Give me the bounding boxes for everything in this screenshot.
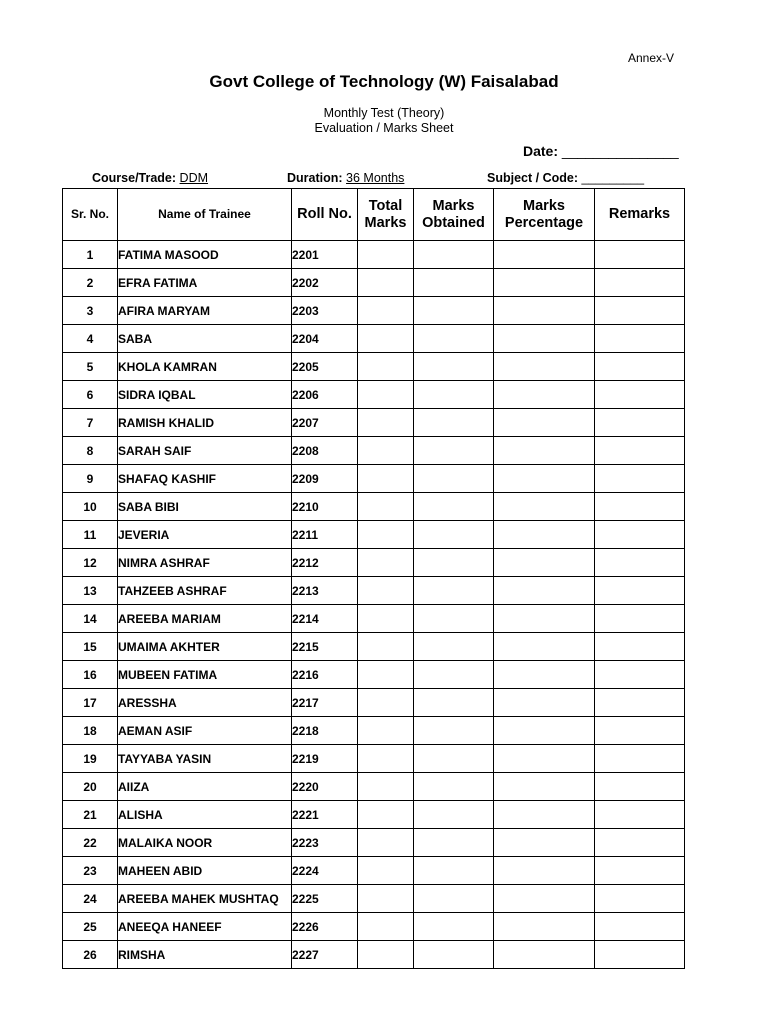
- row-total-marks-cell[interactable]: [358, 605, 414, 633]
- row-remarks-cell[interactable]: [595, 297, 685, 325]
- row-remarks-cell[interactable]: [595, 745, 685, 773]
- row-roll-no: 2213: [292, 577, 358, 605]
- row-trainee-name: MALAIKA NOOR: [118, 829, 292, 857]
- table-row: [63, 381, 685, 409]
- row-marks-percentage-cell[interactable]: [494, 577, 595, 605]
- test-type: Monthly Test (Theory): [323, 106, 445, 120]
- row-sr-no: 5: [63, 353, 118, 381]
- col-marks-percentage: [494, 189, 595, 241]
- row-sr-no: 20: [63, 773, 118, 801]
- row-total-marks-cell[interactable]: [358, 549, 414, 577]
- row-total-marks-cell[interactable]: [358, 493, 414, 521]
- row-marks-obtained-cell[interactable]: [414, 605, 494, 633]
- row-marks-obtained-cell[interactable]: [414, 297, 494, 325]
- row-trainee-name: MUBEEN FATIMA: [118, 661, 292, 689]
- row-marks-percentage-cell[interactable]: [494, 269, 595, 297]
- row-marks-percentage-cell[interactable]: [494, 325, 595, 353]
- row-roll-no: 2204: [292, 325, 358, 353]
- row-marks-obtained-cell[interactable]: [414, 773, 494, 801]
- row-total-marks-cell[interactable]: [358, 745, 414, 773]
- row-marks-percentage-cell[interactable]: [494, 605, 595, 633]
- row-marks-obtained-cell[interactable]: [414, 941, 494, 969]
- row-roll-no: 2205: [292, 353, 358, 381]
- row-marks-percentage-cell[interactable]: [494, 493, 595, 521]
- row-roll-no: 2218: [292, 717, 358, 745]
- row-sr-no: 21: [63, 801, 118, 829]
- col-marks-obtained-l2: Obtained: [422, 214, 485, 231]
- col-name: Name of Trainee: [118, 189, 292, 241]
- row-remarks-cell[interactable]: [595, 717, 685, 745]
- row-roll-no: 2215: [292, 633, 358, 661]
- row-trainee-name: JEVERIA: [118, 521, 292, 549]
- row-sr-no: 18: [63, 717, 118, 745]
- row-sr-no: 2: [63, 269, 118, 297]
- row-trainee-name: AFIRA MARYAM: [118, 297, 292, 325]
- row-sr-no: 10: [63, 493, 118, 521]
- col-sr-no: Sr. No.: [63, 189, 118, 241]
- date-blank: _______________: [561, 143, 679, 159]
- row-roll-no: 2202: [292, 269, 358, 297]
- col-marks-obtained-l1: Marks: [432, 197, 475, 214]
- row-trainee-name: AIIZA: [118, 773, 292, 801]
- col-marks-percentage-l1: Marks: [523, 197, 565, 214]
- row-marks-obtained-cell[interactable]: [414, 689, 494, 717]
- row-marks-obtained-cell[interactable]: [414, 857, 494, 885]
- col-total-marks-l2: Marks: [364, 214, 407, 231]
- table-row: [63, 493, 685, 521]
- table-row: [63, 577, 685, 605]
- row-remarks-cell[interactable]: [595, 409, 685, 437]
- col-remarks: Remarks: [595, 189, 685, 241]
- duration-field: [287, 171, 404, 185]
- row-sr-no: 8: [63, 437, 118, 465]
- row-marks-obtained-cell[interactable]: [414, 885, 494, 913]
- row-roll-no: 2216: [292, 661, 358, 689]
- row-total-marks-cell[interactable]: [358, 913, 414, 941]
- row-trainee-name: EFRA FATIMA: [118, 269, 292, 297]
- table-row: [63, 633, 685, 661]
- row-sr-no: 1: [63, 241, 118, 269]
- table-row: [63, 353, 685, 381]
- row-marks-percentage-cell[interactable]: [494, 353, 595, 381]
- row-roll-no: 2220: [292, 773, 358, 801]
- row-total-marks-cell[interactable]: [358, 661, 414, 689]
- row-marks-percentage-cell[interactable]: [494, 381, 595, 409]
- row-trainee-name: RAMISH KHALID: [118, 409, 292, 437]
- row-trainee-name: SHAFAQ KASHIF: [118, 465, 292, 493]
- subject-value: _________: [581, 171, 645, 185]
- row-marks-obtained-cell[interactable]: [414, 801, 494, 829]
- row-roll-no: 2212: [292, 549, 358, 577]
- page-title: Govt College of Technology (W) Faisalabad: [209, 72, 559, 91]
- table-row: [63, 829, 685, 857]
- row-remarks-cell[interactable]: [595, 493, 685, 521]
- row-total-marks-cell[interactable]: [358, 437, 414, 465]
- row-sr-no: 3: [63, 297, 118, 325]
- row-marks-percentage-cell[interactable]: [494, 521, 595, 549]
- row-marks-percentage-cell[interactable]: [494, 633, 595, 661]
- row-trainee-name: SIDRA IQBAL: [118, 381, 292, 409]
- table-row: [63, 521, 685, 549]
- row-total-marks-cell[interactable]: [358, 521, 414, 549]
- table-row: [63, 325, 685, 353]
- row-sr-no: 14: [63, 605, 118, 633]
- table-row: [63, 549, 685, 577]
- row-sr-no: 11: [63, 521, 118, 549]
- row-marks-percentage-cell[interactable]: [494, 717, 595, 745]
- row-roll-no: 2223: [292, 829, 358, 857]
- table-row: [63, 885, 685, 913]
- row-marks-percentage-cell[interactable]: [494, 465, 595, 493]
- row-marks-percentage-cell[interactable]: [494, 773, 595, 801]
- row-marks-obtained-cell[interactable]: [414, 633, 494, 661]
- row-sr-no: 7: [63, 409, 118, 437]
- row-roll-no: 2211: [292, 521, 358, 549]
- row-marks-percentage-cell[interactable]: [494, 941, 595, 969]
- row-sr-no: 12: [63, 549, 118, 577]
- date-field: [523, 143, 679, 159]
- row-total-marks-cell[interactable]: [358, 773, 414, 801]
- row-sr-no: 22: [63, 829, 118, 857]
- table-row: [63, 689, 685, 717]
- row-trainee-name: ARESSHA: [118, 689, 292, 717]
- row-remarks-cell[interactable]: [595, 829, 685, 857]
- row-total-marks-cell[interactable]: [358, 297, 414, 325]
- row-remarks-cell[interactable]: [595, 885, 685, 913]
- row-remarks-cell[interactable]: [595, 465, 685, 493]
- table-row: [63, 941, 685, 969]
- row-marks-percentage-cell[interactable]: [494, 297, 595, 325]
- row-total-marks-cell[interactable]: [358, 717, 414, 745]
- row-remarks-cell[interactable]: [595, 801, 685, 829]
- row-roll-no: 2214: [292, 605, 358, 633]
- table-row: [63, 297, 685, 325]
- row-sr-no: 19: [63, 745, 118, 773]
- col-total-marks: [358, 189, 414, 241]
- row-marks-percentage-cell[interactable]: [494, 549, 595, 577]
- row-roll-no: 2227: [292, 941, 358, 969]
- row-sr-no: 4: [63, 325, 118, 353]
- row-remarks-cell[interactable]: [595, 913, 685, 941]
- table-row: [63, 409, 685, 437]
- row-total-marks-cell[interactable]: [358, 885, 414, 913]
- row-sr-no: 6: [63, 381, 118, 409]
- row-remarks-cell[interactable]: [595, 577, 685, 605]
- row-marks-obtained-cell[interactable]: [414, 521, 494, 549]
- row-total-marks-cell[interactable]: [358, 633, 414, 661]
- row-trainee-name: NIMRA ASHRAF: [118, 549, 292, 577]
- row-marks-percentage-cell[interactable]: [494, 857, 595, 885]
- col-roll-no: Roll No.: [292, 189, 358, 241]
- table-row: [63, 913, 685, 941]
- row-remarks-cell[interactable]: [595, 605, 685, 633]
- row-marks-obtained-cell[interactable]: [414, 241, 494, 269]
- row-remarks-cell[interactable]: [595, 773, 685, 801]
- row-total-marks-cell[interactable]: [358, 857, 414, 885]
- course-value: DDM: [179, 171, 209, 185]
- row-total-marks-cell[interactable]: [358, 269, 414, 297]
- row-marks-percentage-cell[interactable]: [494, 689, 595, 717]
- course-field: [92, 171, 208, 185]
- row-sr-no: 24: [63, 885, 118, 913]
- row-remarks-cell[interactable]: [595, 437, 685, 465]
- row-total-marks-cell[interactable]: [358, 941, 414, 969]
- row-roll-no: 2217: [292, 689, 358, 717]
- row-roll-no: 2203: [292, 297, 358, 325]
- row-marks-obtained-cell[interactable]: [414, 829, 494, 857]
- row-total-marks-cell[interactable]: [358, 381, 414, 409]
- marks-table: [62, 188, 685, 969]
- duration-label: Duration:: [287, 171, 343, 185]
- table-row: [63, 269, 685, 297]
- row-trainee-name: AEMAN ASIF: [118, 717, 292, 745]
- row-trainee-name: SABA: [118, 325, 292, 353]
- row-marks-obtained-cell[interactable]: [414, 409, 494, 437]
- row-remarks-cell[interactable]: [595, 549, 685, 577]
- col-total-marks-l1: Total: [368, 197, 403, 214]
- row-total-marks-cell[interactable]: [358, 353, 414, 381]
- date-label: Date:: [523, 143, 559, 159]
- row-trainee-name: SARAH SAIF: [118, 437, 292, 465]
- row-sr-no: 25: [63, 913, 118, 941]
- table-row: [63, 717, 685, 745]
- row-remarks-cell[interactable]: [595, 941, 685, 969]
- row-roll-no: 2225: [292, 885, 358, 913]
- sheet-type: Evaluation / Marks Sheet: [314, 121, 454, 135]
- row-marks-obtained-cell[interactable]: [414, 353, 494, 381]
- row-sr-no: 23: [63, 857, 118, 885]
- row-roll-no: 2219: [292, 745, 358, 773]
- header-row: [63, 189, 685, 241]
- course-label: Course/Trade:: [92, 171, 177, 185]
- row-remarks-cell[interactable]: [595, 633, 685, 661]
- row-sr-no: 15: [63, 633, 118, 661]
- row-marks-obtained-cell[interactable]: [414, 437, 494, 465]
- row-roll-no: 2208: [292, 437, 358, 465]
- row-marks-obtained-cell[interactable]: [414, 269, 494, 297]
- row-marks-percentage-cell[interactable]: [494, 885, 595, 913]
- table-row: [63, 661, 685, 689]
- row-marks-obtained-cell[interactable]: [414, 465, 494, 493]
- row-remarks-cell[interactable]: [595, 661, 685, 689]
- row-marks-obtained-cell[interactable]: [414, 381, 494, 409]
- row-marks-obtained-cell[interactable]: [414, 717, 494, 745]
- row-trainee-name: TAHZEEB ASHRAF: [118, 577, 292, 605]
- row-marks-obtained-cell[interactable]: [414, 745, 494, 773]
- col-marks-obtained: [414, 189, 494, 241]
- row-trainee-name: ANEEQA HANEEF: [118, 913, 292, 941]
- row-remarks-cell[interactable]: [595, 269, 685, 297]
- row-marks-obtained-cell[interactable]: [414, 549, 494, 577]
- table-row: [63, 801, 685, 829]
- row-total-marks-cell[interactable]: [358, 409, 414, 437]
- row-total-marks-cell[interactable]: [358, 577, 414, 605]
- row-remarks-cell[interactable]: [595, 353, 685, 381]
- row-trainee-name: RIMSHA: [118, 941, 292, 969]
- row-roll-no: 2201: [292, 241, 358, 269]
- subject-field: [487, 171, 644, 185]
- row-sr-no: 13: [63, 577, 118, 605]
- row-marks-obtained-cell[interactable]: [414, 577, 494, 605]
- row-total-marks-cell[interactable]: [358, 689, 414, 717]
- row-trainee-name: FATIMA MASOOD: [118, 241, 292, 269]
- row-remarks-cell[interactable]: [595, 521, 685, 549]
- table-row: [63, 745, 685, 773]
- row-marks-percentage-cell[interactable]: [494, 801, 595, 829]
- row-remarks-cell[interactable]: [595, 381, 685, 409]
- row-marks-obtained-cell[interactable]: [414, 913, 494, 941]
- row-trainee-name: KHOLA KAMRAN: [118, 353, 292, 381]
- row-remarks-cell[interactable]: [595, 325, 685, 353]
- row-total-marks-cell[interactable]: [358, 465, 414, 493]
- row-roll-no: 2226: [292, 913, 358, 941]
- row-marks-obtained-cell[interactable]: [414, 325, 494, 353]
- row-marks-percentage-cell[interactable]: [494, 829, 595, 857]
- row-total-marks-cell[interactable]: [358, 829, 414, 857]
- row-marks-obtained-cell[interactable]: [414, 493, 494, 521]
- row-sr-no: 17: [63, 689, 118, 717]
- duration-value: 36 Months: [346, 171, 405, 185]
- row-marks-percentage-cell[interactable]: [494, 913, 595, 941]
- col-marks-percentage-l2: Percentage: [504, 214, 584, 231]
- row-sr-no: 9: [63, 465, 118, 493]
- row-roll-no: 2206: [292, 381, 358, 409]
- row-total-marks-cell[interactable]: [358, 241, 414, 269]
- row-trainee-name: SABA BIBI: [118, 493, 292, 521]
- row-roll-no: 2207: [292, 409, 358, 437]
- subject-label: Subject / Code:: [487, 171, 578, 185]
- row-sr-no: 26: [63, 941, 118, 969]
- row-trainee-name: AREEBA MARIAM: [118, 605, 292, 633]
- row-marks-percentage-cell[interactable]: [494, 661, 595, 689]
- row-total-marks-cell[interactable]: [358, 801, 414, 829]
- row-trainee-name: AREEBA MAHEK MUSHTAQ: [118, 885, 292, 913]
- row-remarks-cell[interactable]: [595, 689, 685, 717]
- row-remarks-cell[interactable]: [595, 857, 685, 885]
- row-roll-no: 2210: [292, 493, 358, 521]
- row-marks-percentage-cell[interactable]: [494, 745, 595, 773]
- row-marks-percentage-cell[interactable]: [494, 241, 595, 269]
- row-trainee-name: MAHEEN ABID: [118, 857, 292, 885]
- row-roll-no: 2221: [292, 801, 358, 829]
- row-total-marks-cell[interactable]: [358, 325, 414, 353]
- row-roll-no: 2224: [292, 857, 358, 885]
- annex-label: Annex-V: [628, 51, 675, 65]
- row-marks-percentage-cell[interactable]: [494, 437, 595, 465]
- row-marks-obtained-cell[interactable]: [414, 661, 494, 689]
- row-trainee-name: UMAIMA AKHTER: [118, 633, 292, 661]
- table-row: [63, 241, 685, 269]
- table-row: [63, 857, 685, 885]
- row-marks-percentage-cell[interactable]: [494, 409, 595, 437]
- table-row: [63, 605, 685, 633]
- row-trainee-name: TAYYABA YASIN: [118, 745, 292, 773]
- row-roll-no: 2209: [292, 465, 358, 493]
- table-row: [63, 437, 685, 465]
- row-sr-no: 16: [63, 661, 118, 689]
- row-trainee-name: ALISHA: [118, 801, 292, 829]
- table-row: [63, 465, 685, 493]
- table-row: [63, 773, 685, 801]
- row-remarks-cell[interactable]: [595, 241, 685, 269]
